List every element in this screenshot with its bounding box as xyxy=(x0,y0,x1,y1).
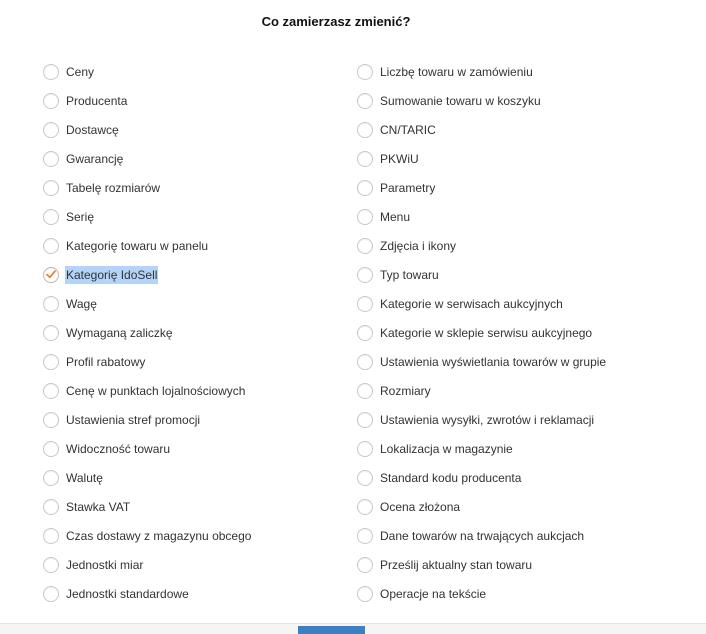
option-kategorie-idosell[interactable] xyxy=(43,260,252,289)
option-sumowanie-towaru-w-koszyku[interactable] xyxy=(357,86,607,115)
option-profil-rabatowy[interactable] xyxy=(43,347,252,376)
option-label[interactable]: Operacje na tekście xyxy=(380,586,487,601)
confirm-button[interactable] xyxy=(298,626,365,634)
option-radio[interactable] xyxy=(357,499,373,515)
option-widocznosc-towaru[interactable] xyxy=(43,434,252,463)
option-label[interactable]: CN/TARIC xyxy=(380,122,436,137)
option-label[interactable]: Standard kodu producenta xyxy=(380,470,522,485)
option-label[interactable]: Wagę xyxy=(66,296,97,311)
option-radio[interactable] xyxy=(43,209,59,225)
option-wage[interactable] xyxy=(43,289,252,318)
option-label[interactable]: Prześlij aktualny stan towaru xyxy=(380,557,533,572)
option-radio[interactable] xyxy=(43,267,59,283)
option-label[interactable]: Zdjęcia i ikony xyxy=(380,238,457,253)
option-label[interactable]: Kategorie w serwisach aukcyjnych xyxy=(380,296,563,311)
option-dane-towarow-na-trwajacych-aukcjach[interactable] xyxy=(357,521,607,550)
option-label[interactable]: Czas dostawy z magazynu obcego xyxy=(66,528,252,543)
option-radio[interactable] xyxy=(43,122,59,138)
option-label[interactable]: Rozmiary xyxy=(380,383,431,398)
option-radio[interactable] xyxy=(357,180,373,196)
option-radio[interactable] xyxy=(357,209,373,225)
option-label[interactable]: Menu xyxy=(380,209,411,224)
option-label[interactable]: Walutę xyxy=(66,470,103,485)
option-ustawienia-stref-promocji[interactable] xyxy=(43,405,252,434)
option-ustawienia-wysylki-zwrotow-i-reklamacji[interactable] xyxy=(357,405,607,434)
option-label[interactable]: Lokalizacja w magazynie xyxy=(380,441,513,456)
option-ceny[interactable] xyxy=(43,57,252,86)
option-jednostki-standardowe[interactable] xyxy=(43,579,252,608)
option-radio[interactable] xyxy=(43,557,59,573)
option-label[interactable]: Kategorie w sklepie serwisu aukcyjnego xyxy=(380,325,593,340)
option-radio[interactable] xyxy=(43,383,59,399)
options-right-column xyxy=(357,57,607,608)
option-radio[interactable] xyxy=(357,93,373,109)
option-label[interactable]: Widoczność towaru xyxy=(66,441,171,456)
option-label[interactable]: Dane towarów na trwających aukcjach xyxy=(380,528,585,543)
option-cn-taric[interactable] xyxy=(357,115,607,144)
option-radio[interactable] xyxy=(357,354,373,370)
option-rozmiary[interactable] xyxy=(357,376,607,405)
option-label[interactable]: Liczbę towaru w zamówieniu xyxy=(380,64,533,79)
option-label[interactable]: Typ towaru xyxy=(380,267,439,282)
option-czas-dostawy-z-magazynu-obcego[interactable] xyxy=(43,521,252,550)
option-radio[interactable] xyxy=(357,383,373,399)
option-producenta[interactable] xyxy=(43,86,252,115)
option-radio[interactable] xyxy=(357,238,373,254)
option-label[interactable]: Ocena złożona xyxy=(380,499,461,514)
option-serie[interactable] xyxy=(43,202,252,231)
option-radio[interactable] xyxy=(43,441,59,457)
option-wymagana-zaliczke[interactable] xyxy=(43,318,252,347)
option-radio[interactable] xyxy=(43,499,59,515)
option-radio[interactable] xyxy=(357,267,373,283)
option-cene-w-punktach-lojalnosciowych[interactable] xyxy=(43,376,252,405)
dialog-title: Co zamierzasz zmienić? xyxy=(261,14,411,29)
option-label[interactable]: Dostawcę xyxy=(66,122,119,137)
option-przeslij-aktualny-stan-towaru[interactable] xyxy=(357,550,607,579)
option-radio[interactable] xyxy=(43,354,59,370)
option-radio[interactable] xyxy=(43,528,59,544)
option-standard-kodu-producenta[interactable] xyxy=(357,463,607,492)
option-radio[interactable] xyxy=(43,325,59,341)
option-label[interactable]: Serię xyxy=(66,209,95,224)
option-label[interactable]: Gwarancję xyxy=(66,151,124,166)
option-tabele-rozmiarow[interactable] xyxy=(43,173,252,202)
option-radio[interactable] xyxy=(357,441,373,457)
option-radio[interactable] xyxy=(43,470,59,486)
option-ocena-zlozona[interactable] xyxy=(357,492,607,521)
option-radio[interactable] xyxy=(43,412,59,428)
option-label[interactable]: Producenta xyxy=(66,93,128,108)
option-label[interactable]: Profil rabatowy xyxy=(66,354,146,369)
option-radio[interactable] xyxy=(43,151,59,167)
option-radio[interactable] xyxy=(357,557,373,573)
option-label[interactable]: Tabelę rozmiarów xyxy=(66,180,161,195)
option-menu[interactable] xyxy=(357,202,607,231)
option-radio[interactable] xyxy=(43,586,59,602)
option-jednostki-miar[interactable] xyxy=(43,550,252,579)
option-radio[interactable] xyxy=(357,470,373,486)
option-radio[interactable] xyxy=(357,586,373,602)
option-zdjecia-i-ikony[interactable] xyxy=(357,231,607,260)
option-label[interactable]: PKWiU xyxy=(380,151,419,166)
option-label[interactable]: Ustawienia wyświetlania towarów w grupie xyxy=(380,354,607,369)
option-label[interactable]: Parametry xyxy=(380,180,436,195)
option-radio[interactable] xyxy=(357,325,373,341)
option-pkwiu[interactable] xyxy=(357,144,607,173)
option-radio[interactable] xyxy=(43,296,59,312)
option-label[interactable]: Jednostki miar xyxy=(66,557,144,572)
option-label[interactable]: Jednostki standardowe xyxy=(66,586,189,601)
option-kategorie-towaru-w-panelu[interactable] xyxy=(43,231,252,260)
option-radio[interactable] xyxy=(43,93,59,109)
option-radio[interactable] xyxy=(357,296,373,312)
option-label[interactable]: Cenę w punktach lojalnościowych xyxy=(66,383,246,398)
option-radio[interactable] xyxy=(357,64,373,80)
option-parametry[interactable] xyxy=(357,173,607,202)
option-label[interactable]: Wymaganą zaliczkę xyxy=(66,325,173,340)
dialog-footer xyxy=(0,623,706,634)
option-kategorie-w-sklepie-serwisu-aukcyjnego[interactable] xyxy=(357,318,607,347)
option-ustawienia-wyswietlania-towarow-w-grupie[interactable] xyxy=(357,347,607,376)
option-dostawce[interactable] xyxy=(43,115,252,144)
option-label[interactable]: Sumowanie towaru w koszyku xyxy=(380,93,541,108)
option-kategorie-w-serwisach-aukcyjnych[interactable] xyxy=(357,289,607,318)
option-radio[interactable] xyxy=(357,122,373,138)
option-radio[interactable] xyxy=(43,180,59,196)
option-liczbe-towaru-w-zamowieniu[interactable] xyxy=(357,57,607,86)
option-radio[interactable] xyxy=(43,64,59,80)
option-radio[interactable] xyxy=(43,238,59,254)
option-lokalizacja-w-magazynie[interactable] xyxy=(357,434,607,463)
option-label[interactable]: Ceny xyxy=(66,64,95,79)
options-left-column xyxy=(43,57,252,608)
option-typ-towaru[interactable] xyxy=(357,260,607,289)
option-walute[interactable] xyxy=(43,463,252,492)
option-radio[interactable] xyxy=(357,151,373,167)
option-radio[interactable] xyxy=(357,412,373,428)
option-radio[interactable] xyxy=(357,528,373,544)
option-label[interactable]: Kategorię IdoSell xyxy=(66,267,158,282)
option-operacje-na-tekscie[interactable] xyxy=(357,579,607,608)
option-label[interactable]: Stawka VAT xyxy=(66,499,131,514)
option-label[interactable]: Ustawienia wysyłki, zwrotów i reklamacji xyxy=(380,412,595,427)
option-gwarancje[interactable] xyxy=(43,144,252,173)
check-icon xyxy=(46,270,56,279)
option-label[interactable]: Kategorię towaru w panelu xyxy=(66,238,209,253)
option-stawka-vat[interactable] xyxy=(43,492,252,521)
option-label[interactable]: Ustawienia stref promocji xyxy=(66,412,201,427)
